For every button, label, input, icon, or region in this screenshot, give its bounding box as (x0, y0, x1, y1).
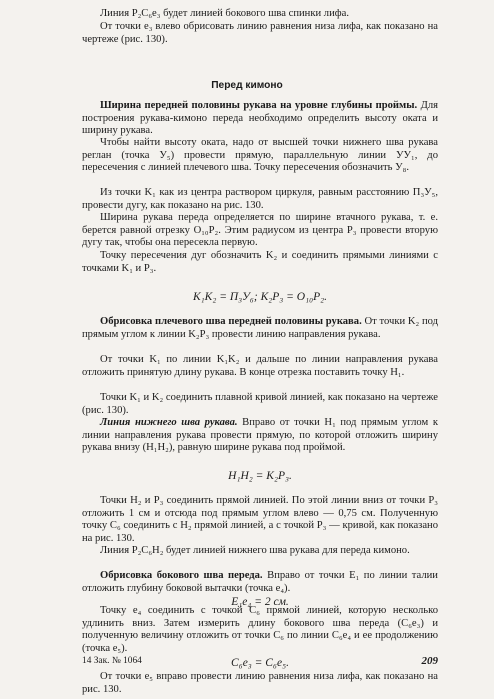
paragraph-curve-k1-k2: Точки K₁ и K₂ соединить плавной кривой линией, как показано на чертеже (рис. 130). (82, 392, 438, 416)
formula-k1k2: K₁K₂ = П₃У₆; K₂P₃ = O₁₀P₂. (193, 291, 327, 303)
paragraph-point-e4: Точку e₄ соединить с точкой C₆ прямой линией, которую несколько удлинить вниз. Затем измерить длину бокового шва переда (C₆e₃) и полученную величину отложить от точки C₆ по линии C₆e₄ и ее продолжению (точка e₅). (82, 605, 438, 654)
paragraph-sleeve-length: От точки K₁ по линии K₁K₂ и дальше по линии направления рукава отложить принятую длину рукава. В конце отрезка поставить точку H₁. (82, 354, 438, 378)
paragraph-front-hem-line: От точки e₅ вправо провести линию равнения низа лифа, как показано на рис. 130. (82, 671, 438, 695)
paragraph-sleeve-width-text: Для построения рукава-кимоно переда необходимо определить высоту оката и ширину рукава. (82, 100, 438, 137)
paragraph-lower-seam-text: Вправо от точки H₁ под прямым углом к линии направления рукава провести прямую, по которой отложить ширину рукава внизу (H₁H₂), равную ширине рукава под проймой. (82, 417, 438, 454)
formula-h1h2: H₁H₂ = K₂P₃. (228, 470, 292, 482)
subheading-side-seam: Обрисовка бокового шва переда. (100, 570, 263, 581)
paragraph-cap-height: Чтобы найти высоту оката, надо от высшей точки нижнего шва рукава реглан (точка У₅) провести прямую, параллельную линии УУ₁, до пересечения с линией плечевого шва. Точку пересечения обозначить У₈. (82, 137, 438, 174)
paragraph-shoulder-seam-text: От точки K₂ под прямым углом к линии K₂P₃ провести линию направления рукава. (82, 316, 438, 340)
paragraph-sleeve-width (82, 100, 438, 138)
subheading-sleeve-width: Ширина передней половины рукава на уровне глубины проймы. (100, 100, 418, 111)
paragraph-shoulder-seam (82, 316, 438, 341)
subheading-lower-seam: Линия нижнего шва рукава. (100, 417, 238, 428)
paragraph-back-side-seam: Линия P₂C₆e₃ будет линией бокового шва спинки лифа. (100, 8, 349, 19)
page-number: 209 (421, 655, 438, 667)
paragraph-back-hem-line: От точки e₃ влево обрисовать линию равнения низа лифа, как показано на чертеже (рис. 130). (82, 21, 438, 45)
paragraph-side-seam-text: Вправо от точки E₁ по линии талии отложить глубину боковой вытачки (точка e₄). (82, 570, 438, 594)
subheading-shoulder-seam: Обрисовка плечевого шва передней половины рукава. (100, 316, 362, 327)
paragraph-arc-k1: Из точки K₁ как из центра раствором циркуля, равным расстоянию П₃У₅, провести дугу, как показано на рис. 130. (82, 187, 438, 211)
formula-c6e3: C₆e₃ = C₆e₅. (231, 657, 289, 669)
print-order-note: 14 Зак. № 1064 (82, 656, 142, 666)
paragraph-lower-seam (82, 417, 438, 455)
paragraph-point-k2: Точку пересечения дуг обозначить K₂ и соединить прямыми линиями с точками K₁ и P₃. (82, 250, 438, 274)
formula-e1e4: E₁e₄ = 2 см. (231, 596, 289, 608)
paragraph-points-h2-p3: Точки H₂ и P₃ соединить прямой линией. По этой линии вниз от точки P₃ отложить 1 см и отсюда под прямым углом влево — 0,75 см. Полученную точку C₆ соединить с H₂ прямой линией, а с точкой P₃ — кривой, как показано на рис. 130. (82, 495, 438, 544)
paragraph-side-seam (82, 570, 438, 595)
paragraph-second-arc: Ширина рукава переда определяется по ширине втачного рукава, т. е. берется равной отрезку O₁₀P₂. Этим радиусом из центра P₃ провести вторую дугу так, чтобы она пересекла первую. (82, 212, 438, 249)
section-heading: Перед кимоно (211, 80, 283, 91)
paragraph-lower-seam-line: Линия P₂C₆H₂ будет линией нижнего шва рукава для переда кимоно. (100, 545, 410, 556)
